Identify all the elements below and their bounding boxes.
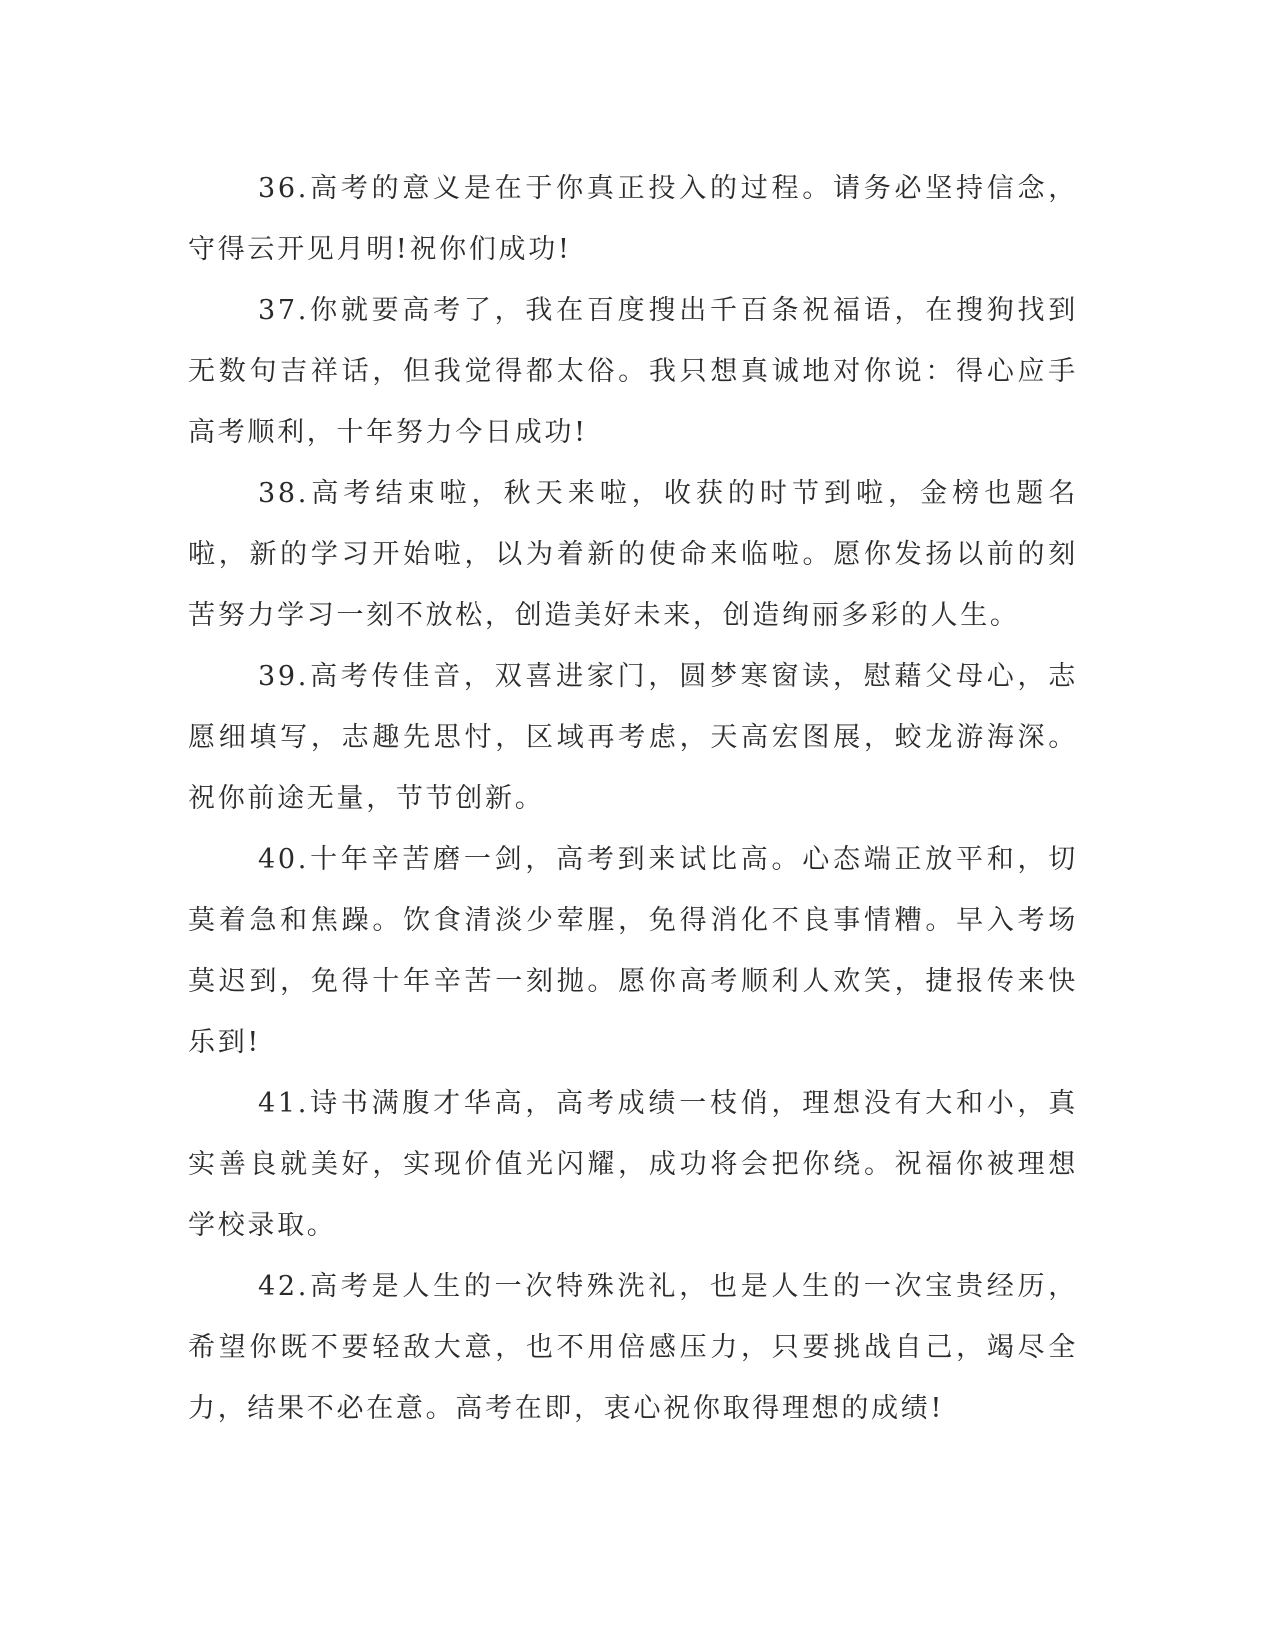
paragraph-41: 41.诗书满腹才华高，高考成绩一枝俏，理想没有大和小，真实善良就美好，实现价值光闪耀，成功将会把你绕。祝福你被理想学校录取。 xyxy=(188,1088,1078,1241)
paragraph-37: 37.你就要高考了，我在百度搜出千百条祝福语，在搜狗找到无数句吉祥话，但我觉得都太俗。我只想真诚地对你说：得心应手高考顺利，十年努力今日成功! xyxy=(188,295,1078,448)
paragraph-38: 38.高考结束啦，秋天来啦，收获的时节到啦，金榜也题名啦，新的学习开始啦，以为着新的使命来临啦。愿你发扬以前的刻苦努力学习一刻不放松，创造美好未来，创造绚丽多彩的人生。 xyxy=(188,478,1078,631)
paragraph-40: 40.十年辛苦磨一剑，高考到来试比高。心态端正放平和，切莫着急和焦躁。饮食清淡少荤腥，免得消化不良事情糟。早入考场莫迟到，免得十年辛苦一刻抛。愿你高考顺利人欢笑，捷报传来快乐到! xyxy=(188,844,1078,1058)
document-body xyxy=(188,158,1078,1439)
paragraph-36: 36.高考的意义是在于你真正投入的过程。请务必坚持信念，守得云开见月明!祝你们成功! xyxy=(188,173,1078,265)
paragraph-42: 42.高考是人生的一次特殊洗礼，也是人生的一次宝贵经历，希望你既不要轻敌大意，也不用倍感压力，只要挑战自己，竭尽全力，结果不必在意。高考在即，衷心祝你取得理想的成绩! xyxy=(188,1271,1078,1424)
paragraph-39: 39.高考传佳音，双喜进家门，圆梦寒窗读，慰藉父母心，志愿细填写，志趣先思忖，区域再考虑，天高宏图展，蛟龙游海深。祝你前途无量，节节创新。 xyxy=(188,661,1078,814)
